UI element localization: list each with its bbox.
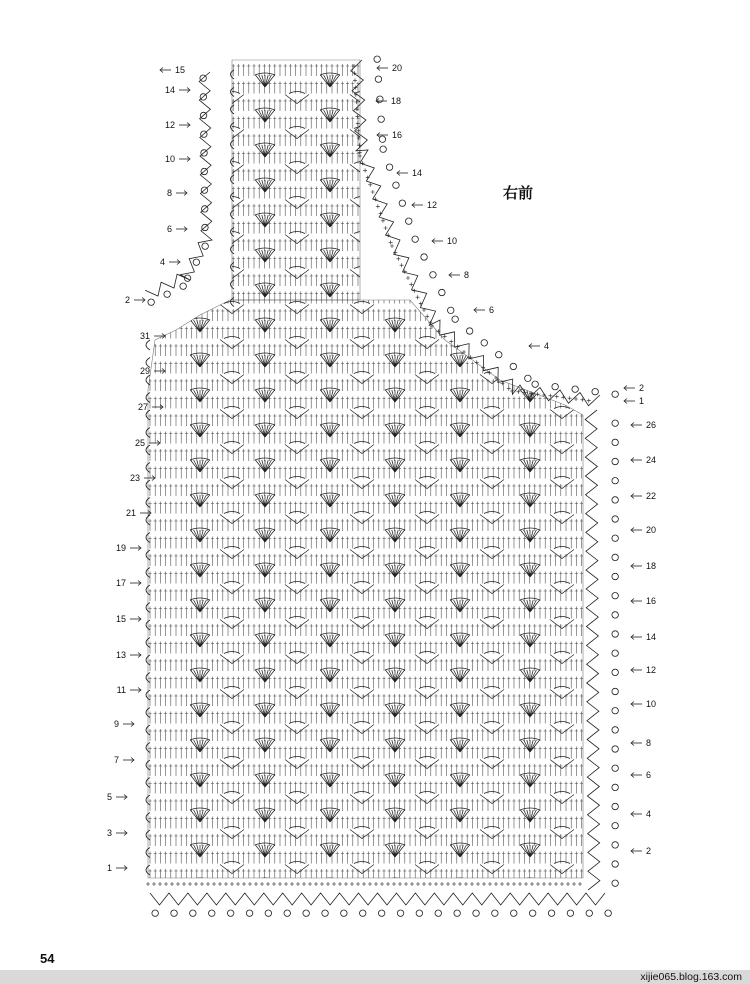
- row-label-left: [107, 792, 127, 802]
- row-label-left: [116, 543, 141, 553]
- row-label-left: [140, 366, 165, 376]
- svg-text:18: 18: [391, 96, 402, 106]
- row-label-right: [631, 738, 651, 748]
- row-labels: [107, 63, 656, 873]
- footer-url: xijie065.blog.163.com: [640, 971, 742, 983]
- row-label-right: [631, 665, 656, 675]
- svg-text:2: 2: [124, 295, 130, 305]
- svg-text:10: 10: [447, 236, 458, 246]
- svg-text:4: 4: [544, 341, 550, 351]
- row-label-neck: [377, 130, 402, 140]
- svg-text:15: 15: [175, 65, 186, 75]
- svg-text:2: 2: [639, 383, 645, 393]
- svg-text:15: 15: [115, 614, 126, 624]
- svg-text:18: 18: [646, 561, 657, 571]
- row-label-left: [117, 685, 141, 695]
- svg-text:14: 14: [646, 632, 657, 642]
- row-label-left: [116, 578, 141, 588]
- row-label-neck: [474, 305, 494, 315]
- row-label-neck: [432, 236, 457, 246]
- row-label-right: [631, 596, 656, 606]
- row-label-left: [107, 828, 127, 838]
- svg-text:14: 14: [164, 85, 175, 95]
- svg-text:3: 3: [106, 828, 112, 838]
- svg-text:6: 6: [489, 305, 495, 315]
- svg-text:11: 11: [116, 685, 126, 695]
- row-label-right: [631, 455, 656, 465]
- row-label-left-upper: [165, 85, 190, 95]
- svg-text:21: 21: [125, 508, 136, 518]
- row-label-neck: [397, 168, 422, 178]
- row-label-left-upper: [160, 65, 185, 75]
- row-label-left: [126, 508, 151, 518]
- svg-text:20: 20: [646, 525, 657, 535]
- svg-text:22: 22: [646, 491, 657, 501]
- svg-text:1: 1: [639, 396, 645, 406]
- svg-text:8: 8: [646, 738, 652, 748]
- row-label-right: [631, 770, 651, 780]
- svg-text:19: 19: [115, 543, 126, 553]
- svg-text:16: 16: [646, 596, 657, 606]
- svg-text:20: 20: [392, 63, 403, 73]
- row-label-left: [114, 719, 134, 729]
- row-label-right: [631, 699, 656, 709]
- row-label-left-upper: [165, 120, 190, 130]
- row-label-left-upper: [167, 188, 187, 198]
- row-label-right: [631, 632, 656, 642]
- row-label-left: [107, 863, 127, 873]
- svg-text:17: 17: [115, 578, 126, 588]
- row-label-left: [138, 402, 163, 412]
- svg-text:24: 24: [646, 455, 657, 465]
- row-label-right: [631, 525, 656, 535]
- svg-text:12: 12: [427, 200, 438, 210]
- row-label-left-upper: [160, 257, 180, 267]
- row-label-neck: [529, 341, 549, 351]
- svg-text:16: 16: [392, 130, 403, 140]
- svg-text:2: 2: [646, 846, 652, 856]
- svg-text:8: 8: [464, 270, 470, 280]
- page-number: 54: [40, 951, 55, 966]
- row-label-right: [624, 383, 644, 393]
- svg-text:27: 27: [137, 402, 148, 412]
- row-label-left: [116, 614, 141, 624]
- row-label-left-upper: [125, 295, 145, 305]
- row-label-right: [631, 846, 651, 856]
- footer-bar: [0, 970, 750, 984]
- svg-text:7: 7: [113, 755, 119, 765]
- row-label-neck: [412, 200, 437, 210]
- svg-text:23: 23: [129, 473, 140, 483]
- row-label-left-upper: [167, 224, 187, 234]
- row-label-neck: [449, 270, 469, 280]
- row-label-right: [631, 420, 656, 430]
- svg-text:12: 12: [646, 665, 657, 675]
- row-label-neck: [377, 63, 402, 73]
- svg-text:5: 5: [106, 792, 112, 802]
- chart-title: 右前: [503, 184, 534, 202]
- svg-text:31: 31: [139, 331, 150, 341]
- svg-text:14: 14: [412, 168, 423, 178]
- svg-text:29: 29: [139, 366, 150, 376]
- svg-text:26: 26: [646, 420, 657, 430]
- svg-text:4: 4: [646, 809, 652, 819]
- row-label-left: [140, 331, 165, 341]
- row-label-neck: [376, 96, 401, 106]
- row-label-left: [130, 473, 155, 483]
- svg-text:6: 6: [166, 224, 172, 234]
- svg-text:9: 9: [113, 719, 119, 729]
- svg-text:4: 4: [159, 257, 165, 267]
- svg-text:25: 25: [134, 438, 145, 448]
- row-label-right: [631, 809, 651, 819]
- row-label-right: [631, 561, 656, 571]
- svg-text:8: 8: [166, 188, 172, 198]
- svg-text:12: 12: [164, 120, 175, 130]
- row-label-left-upper: [165, 154, 190, 164]
- row-label-left: [116, 650, 141, 660]
- row-label-left: [114, 755, 134, 765]
- svg-text:13: 13: [115, 650, 126, 660]
- svg-text:1: 1: [106, 863, 112, 873]
- row-label-right: [624, 396, 644, 406]
- svg-text:10: 10: [164, 154, 175, 164]
- svg-text:10: 10: [646, 699, 657, 709]
- row-label-right: [631, 491, 656, 501]
- svg-text:6: 6: [646, 770, 652, 780]
